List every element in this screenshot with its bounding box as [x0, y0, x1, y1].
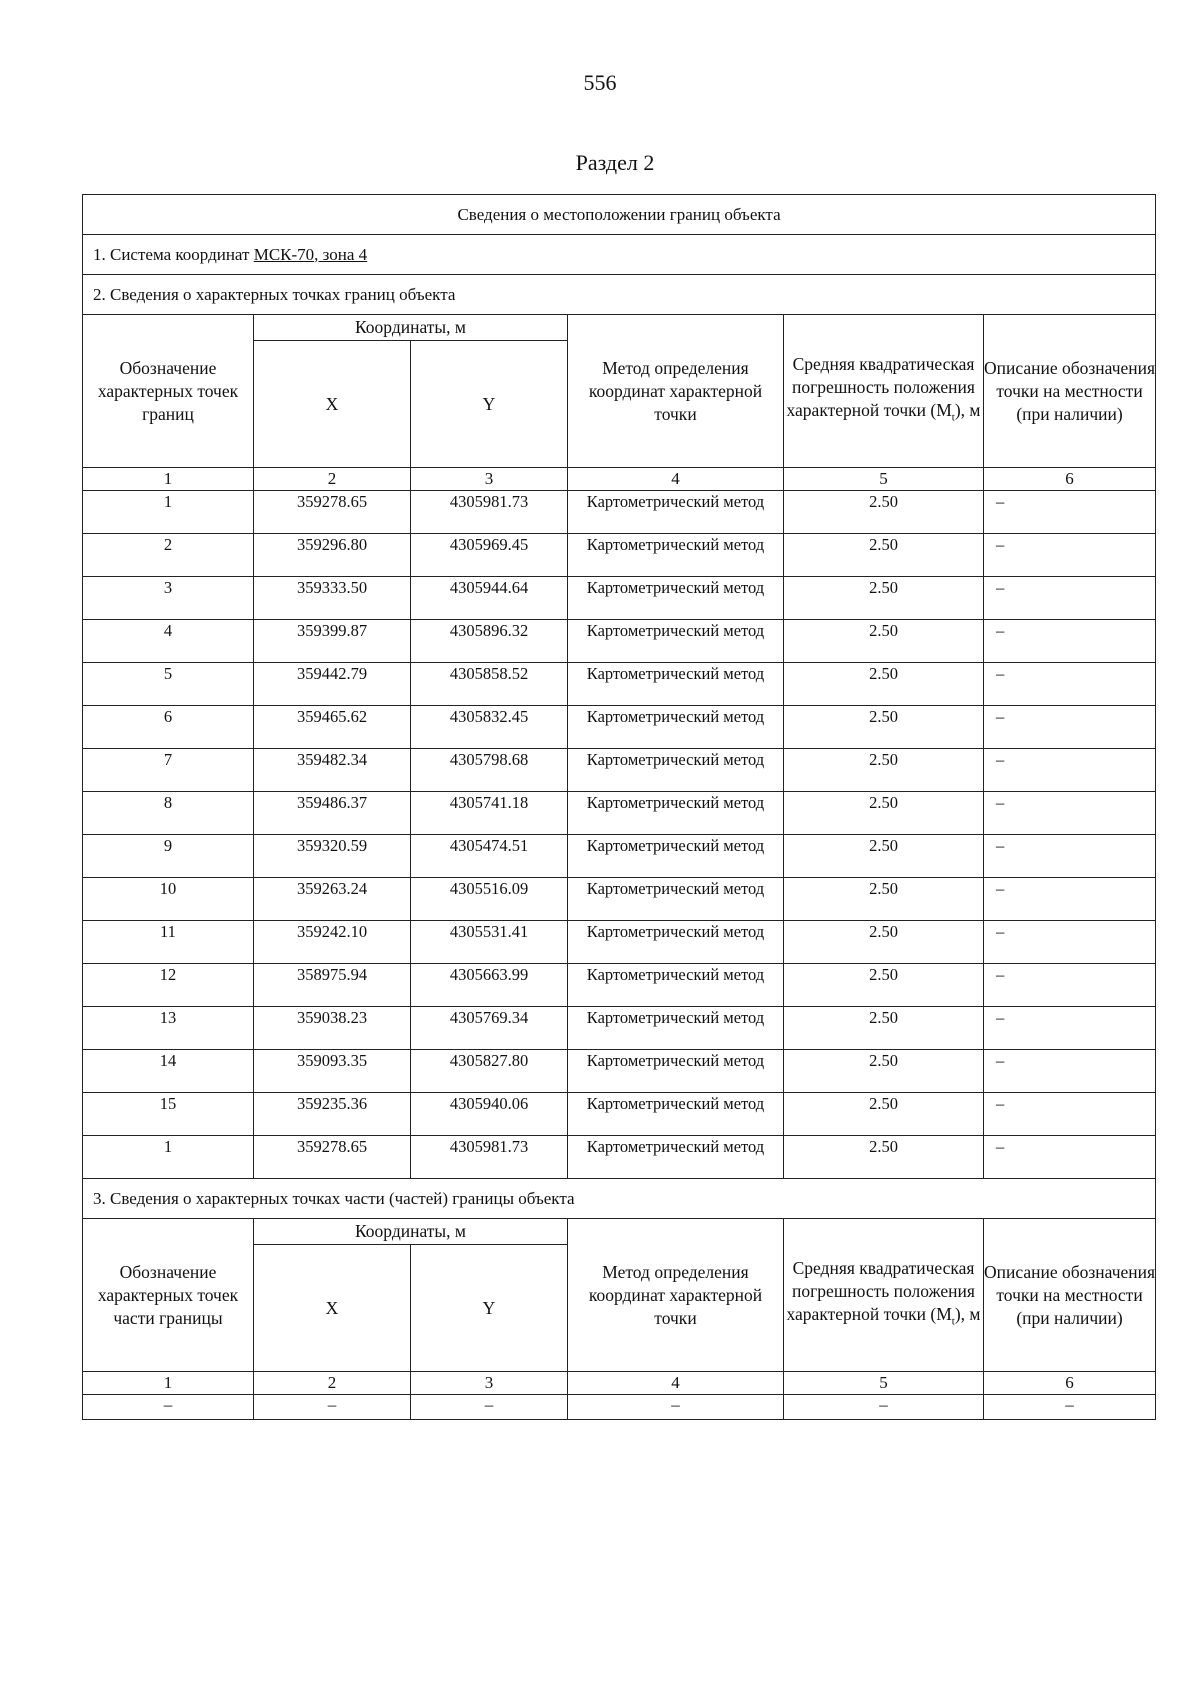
- point-number: 10: [83, 878, 254, 921]
- point-error: 2.50: [784, 706, 984, 749]
- table-row: [83, 921, 1156, 964]
- point-number: 9: [83, 835, 254, 878]
- part-point-label-header: Обозначение характерных точек части границы: [83, 1219, 254, 1372]
- point-y: 4305531.41: [411, 921, 568, 964]
- point-x: 359093.35: [254, 1050, 411, 1093]
- column-numbers-row: [83, 468, 1156, 491]
- point-description: –: [984, 491, 1156, 534]
- part-cell: –: [784, 1395, 984, 1420]
- point-number: 1: [83, 491, 254, 534]
- point-number: 2: [83, 534, 254, 577]
- point-error: 2.50: [784, 534, 984, 577]
- point-description: –: [984, 792, 1156, 835]
- point-y: 4305769.34: [411, 1007, 568, 1050]
- point-x: 359278.65: [254, 491, 411, 534]
- part-x-header: X: [254, 1245, 411, 1372]
- error-header-suffix: ), м: [954, 399, 981, 420]
- point-y: 4305798.68: [411, 749, 568, 792]
- point-x: 359038.23: [254, 1007, 411, 1050]
- point-error: 2.50: [784, 1136, 984, 1179]
- col-number: 5: [784, 1372, 984, 1395]
- col-number: 4: [568, 468, 784, 491]
- point-error: 2.50: [784, 964, 984, 1007]
- part-method-header: Метод определения координат характерной точки: [568, 1219, 784, 1372]
- part-point-row: [83, 1395, 1156, 1420]
- point-error: 2.50: [784, 491, 984, 534]
- table-row: [83, 663, 1156, 706]
- point-x: 359399.87: [254, 620, 411, 663]
- col-number: 6: [984, 468, 1156, 491]
- point-description: –: [984, 921, 1156, 964]
- point-description: –: [984, 534, 1156, 577]
- section3-title: 3. Сведения о характерных точках части (частей) границы объекта: [83, 1179, 1156, 1219]
- point-y: 4305516.09: [411, 878, 568, 921]
- point-error: 2.50: [784, 749, 984, 792]
- col-number: 2: [254, 1372, 411, 1395]
- part-error-header-suffix: ), м: [954, 1303, 981, 1324]
- point-method: Картометрический метод: [568, 749, 784, 792]
- point-x: 359333.50: [254, 577, 411, 620]
- point-method: Картометрический метод: [568, 964, 784, 1007]
- point-number: 14: [83, 1050, 254, 1093]
- col-number: 1: [83, 1372, 254, 1395]
- part-error-header-text: Средняя квадратическая погрешность положения характерной точки (M: [786, 1257, 975, 1324]
- col-number: 2: [254, 468, 411, 491]
- table-row: [83, 878, 1156, 921]
- point-y: 4305944.64: [411, 577, 568, 620]
- point-description: –: [984, 1050, 1156, 1093]
- point-error: 2.50: [784, 620, 984, 663]
- point-method: Картометрический метод: [568, 663, 784, 706]
- point-number: 11: [83, 921, 254, 964]
- boundary-table: [82, 194, 1156, 1420]
- part-error-header: [784, 1219, 984, 1372]
- x-header: X: [254, 341, 411, 468]
- part-cell: –: [568, 1395, 784, 1420]
- point-error: 2.50: [784, 792, 984, 835]
- table-row: [83, 577, 1156, 620]
- error-header-sub: t: [951, 411, 955, 424]
- point-method: Картометрический метод: [568, 620, 784, 663]
- point-description: –: [984, 878, 1156, 921]
- point-description: –: [984, 1007, 1156, 1050]
- point-x: 358975.94: [254, 964, 411, 1007]
- point-x: 359278.65: [254, 1136, 411, 1179]
- point-label-header: Обозначение характерных точек границ: [83, 315, 254, 468]
- error-header: [784, 315, 984, 468]
- point-method: Картометрический метод: [568, 1136, 784, 1179]
- point-error: 2.50: [784, 1093, 984, 1136]
- col-number: 4: [568, 1372, 784, 1395]
- point-x: 359320.59: [254, 835, 411, 878]
- part-cell: –: [984, 1395, 1156, 1420]
- point-method: Картометрический метод: [568, 1050, 784, 1093]
- point-number: 8: [83, 792, 254, 835]
- point-number: 15: [83, 1093, 254, 1136]
- point-error: 2.50: [784, 878, 984, 921]
- col-number: 6: [984, 1372, 1156, 1395]
- point-description: –: [984, 706, 1156, 749]
- table-row: [83, 835, 1156, 878]
- point-description: –: [984, 964, 1156, 1007]
- point-number: 6: [83, 706, 254, 749]
- point-description: –: [984, 620, 1156, 663]
- col-number: 1: [83, 468, 254, 491]
- point-number: 12: [83, 964, 254, 1007]
- table-row: [83, 620, 1156, 663]
- point-y: 4305474.51: [411, 835, 568, 878]
- part-y-header: Y: [411, 1245, 568, 1372]
- col-number: 3: [411, 468, 568, 491]
- coord-system-value: МСК-70, зона 4: [253, 244, 368, 264]
- table-row: [83, 706, 1156, 749]
- part-cell: –: [83, 1395, 254, 1420]
- point-description: –: [984, 1093, 1156, 1136]
- point-method: Картометрический метод: [568, 792, 784, 835]
- point-description: –: [984, 1136, 1156, 1179]
- point-x: 359296.80: [254, 534, 411, 577]
- coord-system-prefix: 1. Система координат: [93, 244, 254, 264]
- point-y: 4305940.06: [411, 1093, 568, 1136]
- point-description: –: [984, 835, 1156, 878]
- point-y: 4305663.99: [411, 964, 568, 1007]
- coord-system: [83, 235, 1156, 275]
- page-number: 556: [583, 70, 617, 95]
- point-method: Картометрический метод: [568, 706, 784, 749]
- point-error: 2.50: [784, 1050, 984, 1093]
- point-description: –: [984, 577, 1156, 620]
- point-method: Картометрический метод: [568, 1007, 784, 1050]
- table-row: [83, 1136, 1156, 1179]
- point-y: 4305827.80: [411, 1050, 568, 1093]
- point-number: 4: [83, 620, 254, 663]
- point-number: 3: [83, 577, 254, 620]
- point-method: Картометрический метод: [568, 491, 784, 534]
- part-error-header-sub: t: [951, 1315, 955, 1328]
- table-row: [83, 1050, 1156, 1093]
- part-cell: –: [254, 1395, 411, 1420]
- col-number: 3: [411, 1372, 568, 1395]
- point-x: 359482.34: [254, 749, 411, 792]
- table-row: [83, 534, 1156, 577]
- point-method: Картометрический метод: [568, 534, 784, 577]
- section-title: Раздел 2: [575, 150, 655, 175]
- point-y: 4305858.52: [411, 663, 568, 706]
- point-y: 4305896.32: [411, 620, 568, 663]
- point-number: 1: [83, 1136, 254, 1179]
- part-description-header: Описание обозначения точки на местности (при наличии): [984, 1219, 1156, 1372]
- point-y: 4305969.45: [411, 534, 568, 577]
- section2-title: 2. Сведения о характерных точках границ объекта: [83, 275, 1156, 315]
- description-header: Описание обозначения точки на местности (при наличии): [984, 315, 1156, 468]
- point-method: Картометрический метод: [568, 577, 784, 620]
- point-description: –: [984, 749, 1156, 792]
- point-error: 2.50: [784, 577, 984, 620]
- point-number: 13: [83, 1007, 254, 1050]
- point-x: 359486.37: [254, 792, 411, 835]
- point-x: 359442.79: [254, 663, 411, 706]
- point-y: 4305981.73: [411, 491, 568, 534]
- table-row: [83, 1093, 1156, 1136]
- point-error: 2.50: [784, 835, 984, 878]
- point-x: 359235.36: [254, 1093, 411, 1136]
- point-x: 359242.10: [254, 921, 411, 964]
- point-method: Картометрический метод: [568, 1093, 784, 1136]
- method-header: Метод определения координат характерной точки: [568, 315, 784, 468]
- point-number: 5: [83, 663, 254, 706]
- point-y: 4305741.18: [411, 792, 568, 835]
- table-row: [83, 1007, 1156, 1050]
- table-row: [83, 491, 1156, 534]
- point-method: Картометрический метод: [568, 878, 784, 921]
- point-error: 2.50: [784, 1007, 984, 1050]
- point-y: 4305832.45: [411, 706, 568, 749]
- point-method: Картометрический метод: [568, 835, 784, 878]
- point-y: 4305981.73: [411, 1136, 568, 1179]
- part-cell: –: [411, 1395, 568, 1420]
- point-x: 359465.62: [254, 706, 411, 749]
- col-number: 5: [784, 468, 984, 491]
- y-header: Y: [411, 341, 568, 468]
- point-error: 2.50: [784, 663, 984, 706]
- part-coords-header: Координаты, м: [254, 1219, 568, 1245]
- point-error: 2.50: [784, 921, 984, 964]
- table-row: [83, 792, 1156, 835]
- table-row: [83, 964, 1156, 1007]
- error-header-text: Средняя квадратическая погрешность положения характерной точки (M: [786, 353, 975, 420]
- point-number: 7: [83, 749, 254, 792]
- table-row: [83, 749, 1156, 792]
- part-column-numbers-row: [83, 1372, 1156, 1395]
- point-description: –: [984, 663, 1156, 706]
- point-method: Картометрический метод: [568, 921, 784, 964]
- table-title: Сведения о местоположении границ объекта: [83, 195, 1156, 235]
- coords-header: Координаты, м: [254, 315, 568, 341]
- point-x: 359263.24: [254, 878, 411, 921]
